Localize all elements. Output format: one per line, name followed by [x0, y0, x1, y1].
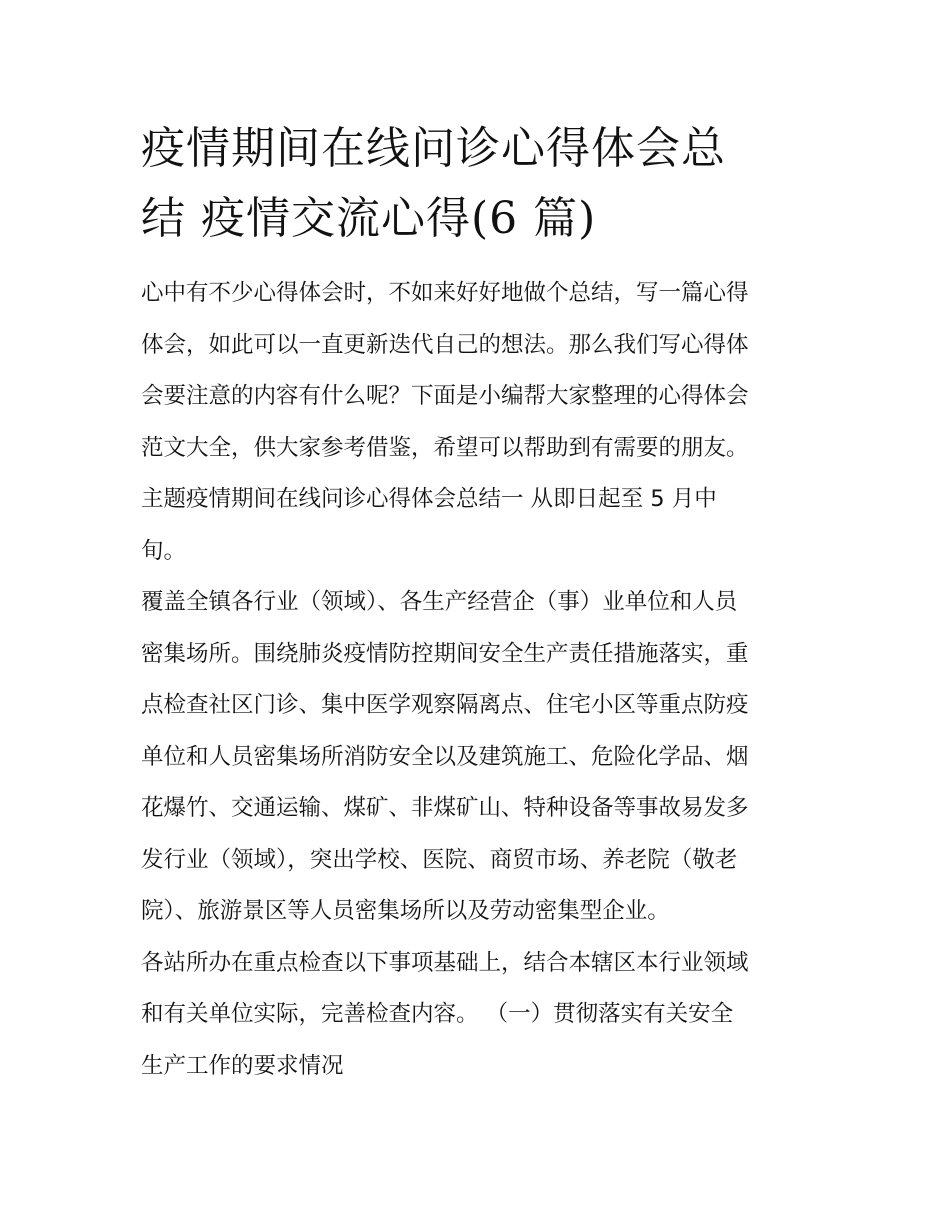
body-line: 体会，如此可以一直更新迭代自己的想法。那么我们写心得体 [141, 331, 749, 358]
title-line: 疫情期间在线问诊心得体会总 [141, 123, 726, 174]
body-line: 生产工作的要求情况 [141, 1052, 344, 1079]
body-line: 各站所办在重点检查以下事项基础上，结合本辖区本行业领域 [141, 949, 749, 976]
body-line: 点检查社区门诊、集中医学观察隔离点、住宅小区等重点防疫 [141, 692, 749, 718]
body-line: 单位和人员密集场所消防安全以及建筑施工、危险化学品、烟 [141, 743, 749, 770]
title-line: 结 疫情交流心得(6 篇) [141, 193, 597, 244]
body-line: 会要注意的内容有什么呢？下面是小编帮大家整理的心得体会 [141, 383, 749, 409]
document-content [141, 114, 813, 1092]
body-line: 发行业（领域），突出学校、医院、商贸市场、养老院（敬老 [141, 846, 738, 873]
body-line: 和有关单位实际，完善检查内容。 （一）贯彻落实有关安全 [141, 1001, 734, 1027]
body-line: 主题疫情期间在线问诊心得体会总结一 从即日起至 5 月中 [141, 486, 717, 512]
body-line: 心中有不少心得体会时，不如来好好地做个总结，写一篇心得 [141, 280, 749, 306]
body-line: 范文大全，供大家参考借鉴，希望可以帮助到有需要的朋友。 [141, 434, 749, 461]
body-line: 密集场所。围绕肺炎疫情防控期间安全生产责任措施落实，重 [141, 640, 749, 667]
document-body [141, 268, 813, 1092]
document-title [141, 114, 813, 254]
body-line: 旬。 [141, 537, 187, 564]
body-line: 花爆竹、交通运输、煤矿、非煤矿山、特种设备等事故易发多 [141, 795, 749, 821]
body-line: 院）、旅游景区等人员密集场所以及劳动密集型企业。 [141, 898, 670, 924]
body-line: 覆盖全镇各行业（领域）、各生产经营企（事）业单位和人员 [141, 589, 738, 615]
